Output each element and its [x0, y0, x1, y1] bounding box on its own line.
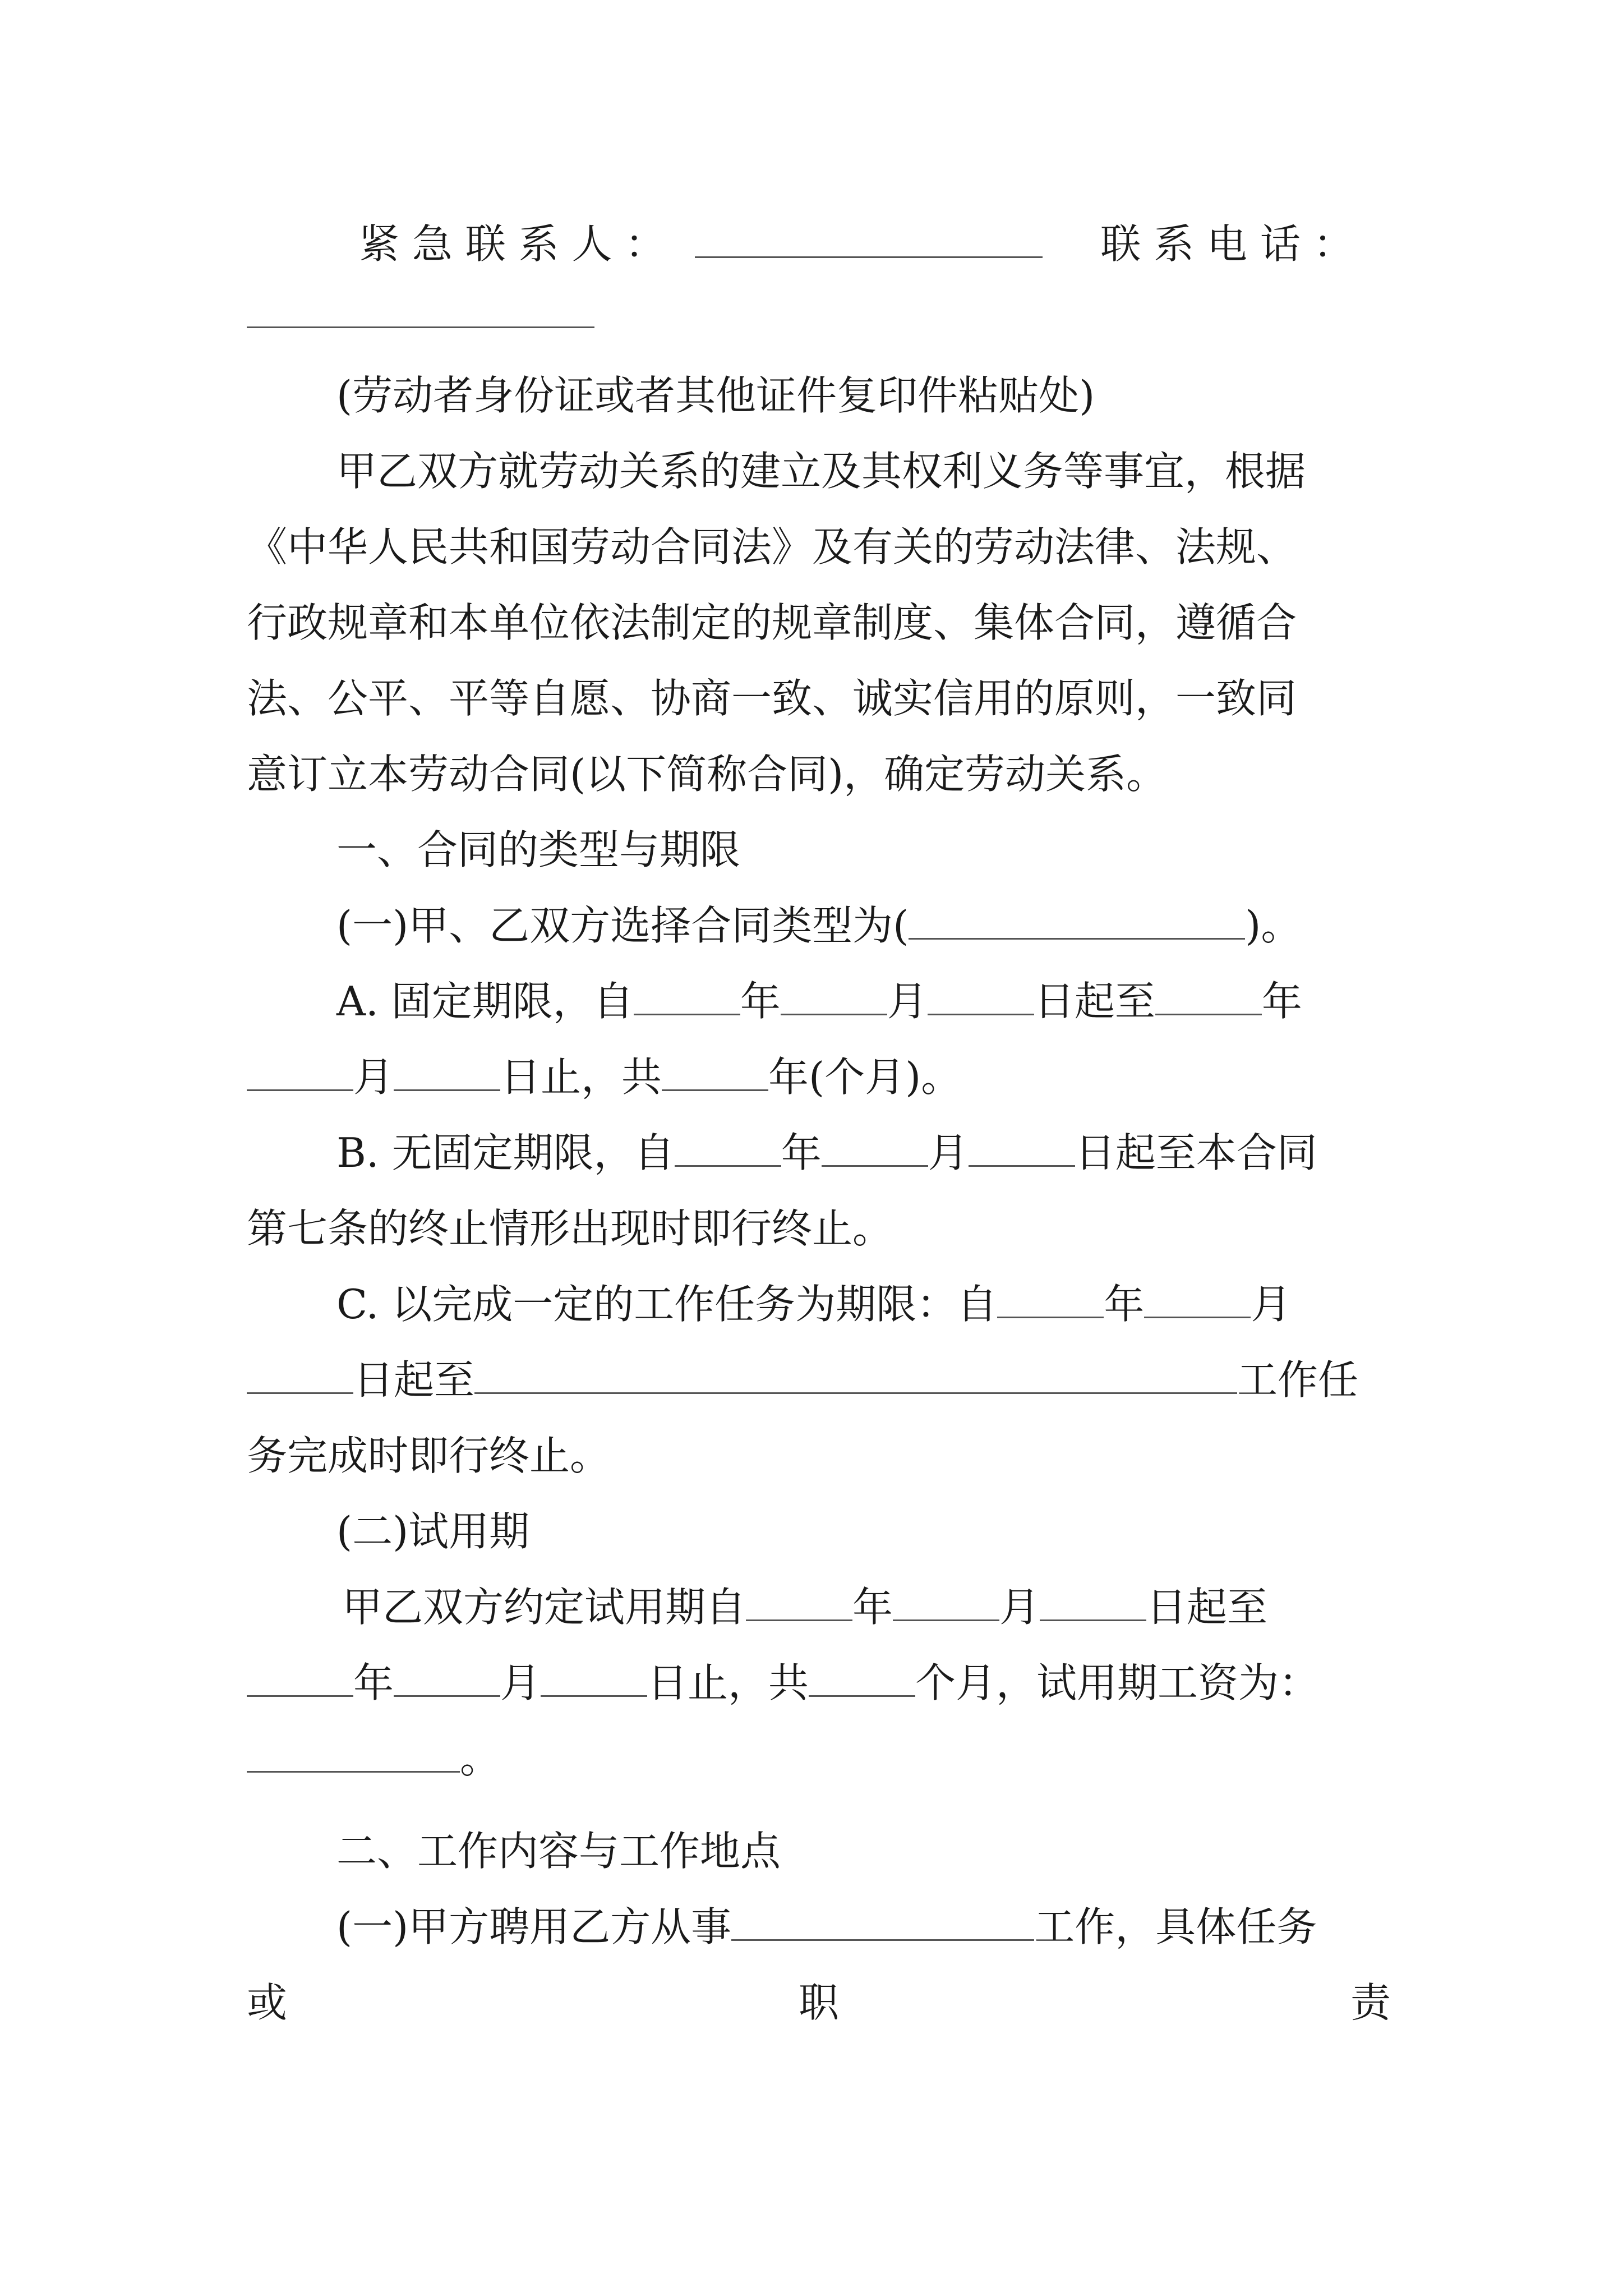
job-line [336, 1899, 1481, 1955]
blank [781, 974, 887, 1015]
job-prefix: (一)甲方聘用乙方从事 [336, 1903, 732, 1950]
blank [893, 1580, 999, 1621]
contract-type-prefix: (一)甲、乙双方选择合同类型为( [336, 902, 909, 949]
blank [394, 1656, 500, 1697]
year-label: 年 [781, 1129, 822, 1176]
blank [634, 974, 740, 1015]
intro-line-3: 行政规章和本单位依法制定的规章制度、集体合同，遵循合 [247, 599, 1297, 646]
option-a-line-1 [336, 973, 1481, 1029]
option-b-line-1 [336, 1125, 1481, 1181]
blank [746, 1580, 852, 1621]
day-to-label: 日止，共 [500, 1053, 662, 1101]
blank [1155, 974, 1262, 1015]
intro-line-5: 意订立本劳动合同(以下简称合同)，确定劳动关系。 [247, 751, 1167, 798]
probation-label: 甲乙双方约定试用期自 [342, 1584, 746, 1631]
contract-type-suffix: )。 [1245, 902, 1302, 949]
emergency-contact-label: 紧 急 联 系 人 ： [359, 220, 666, 268]
blank [394, 1050, 500, 1091]
probation-line-3 [247, 1731, 1391, 1787]
phone-blank-line [247, 286, 1391, 342]
year-label: 年 [1261, 978, 1302, 1025]
blank [928, 974, 1034, 1015]
blank [997, 1277, 1104, 1318]
duty-char-2: 职 [798, 1979, 839, 2026]
month-label: 月 [500, 1659, 541, 1706]
total-label: 年(个月)。 [768, 1053, 962, 1101]
phone-blank [247, 287, 594, 328]
blank [1144, 1277, 1251, 1318]
emergency-contact-line [359, 216, 1391, 272]
duty-char-3: 责 [1350, 1979, 1391, 2026]
option-b-label: B. 无固定期限，自 [336, 1129, 675, 1176]
job-blank [731, 1900, 1034, 1941]
option-a-label: A. 固定期限，自 [336, 978, 634, 1025]
id-copy-note: (劳动者身份证或者其他证件复印件粘贴处) [336, 372, 1095, 419]
intro-line-2: 《中华人民共和国劳动合同法》及有关的劳动法律、法规、 [247, 523, 1297, 570]
blank [1040, 1580, 1146, 1621]
day-from-label: 日起至 [1146, 1584, 1268, 1631]
duty-line [247, 1975, 1391, 2031]
blank [822, 1126, 928, 1167]
month-label: 月 [999, 1584, 1040, 1631]
blank [809, 1656, 915, 1697]
phone-label: 联 系 电 话 ： [1100, 220, 1354, 268]
months-label: 个月，试用期工资为： [915, 1659, 1320, 1706]
month-label: 月 [1251, 1281, 1292, 1328]
year-label: 年 [353, 1659, 394, 1706]
option-c-line-1 [336, 1276, 1481, 1332]
section2-title: 二、工作内容与工作地点 [336, 1828, 781, 1875]
option-c-label: C. 以完成一定的工作任务为期限：自 [336, 1281, 998, 1328]
day-to-label: 日止，共 [647, 1659, 809, 1706]
probation-line-2 [247, 1655, 1391, 1711]
intro-line-4: 法、公平、平等自愿、协商一致、诚实信用的原则，一致同 [247, 675, 1297, 722]
duty-char-1: 或 [247, 1979, 288, 2026]
year-label: 年 [740, 978, 781, 1025]
month-label: 月 [353, 1053, 394, 1101]
option-c-line-2 [247, 1352, 1391, 1408]
month-label: 月 [928, 1129, 969, 1176]
period-mark: 。 [460, 1735, 501, 1782]
task-blank [474, 1353, 1237, 1394]
emergency-contact-blank [695, 217, 1043, 258]
contract-type-blank [909, 899, 1245, 940]
job-suffix: 工作，具体任务 [1034, 1903, 1317, 1950]
intro-line-1: 甲乙双方就劳动关系的建立及其权利义务等事宜，根据 [336, 448, 1306, 495]
salary-blank [247, 1732, 460, 1773]
option-b-line-2: 第七条的终止情形出现时即行终止。 [247, 1205, 893, 1252]
blank [247, 1050, 353, 1091]
blank [247, 1656, 353, 1697]
day-from-label: 日起至 [353, 1356, 475, 1404]
blank [247, 1353, 353, 1394]
blank [662, 1050, 768, 1091]
blank [675, 1126, 781, 1167]
year-label: 年 [1104, 1281, 1145, 1328]
day-from-label: 日起至本合同 [1075, 1129, 1317, 1176]
section1-title: 一、合同的类型与期限 [336, 826, 741, 873]
probation-line-1 [342, 1579, 1486, 1635]
day-from-label: 日起至 [1034, 978, 1155, 1025]
blank [969, 1126, 1075, 1167]
month-label: 月 [887, 978, 928, 1025]
option-c-line-3: 务完成时即行终止。 [247, 1432, 611, 1479]
contract-type-line [336, 898, 1481, 954]
probation-title: (二)试用期 [336, 1508, 530, 1555]
task-suffix: 工作任 [1237, 1356, 1359, 1404]
year-label: 年 [852, 1584, 893, 1631]
option-a-line-2 [247, 1049, 1391, 1105]
blank [541, 1656, 647, 1697]
